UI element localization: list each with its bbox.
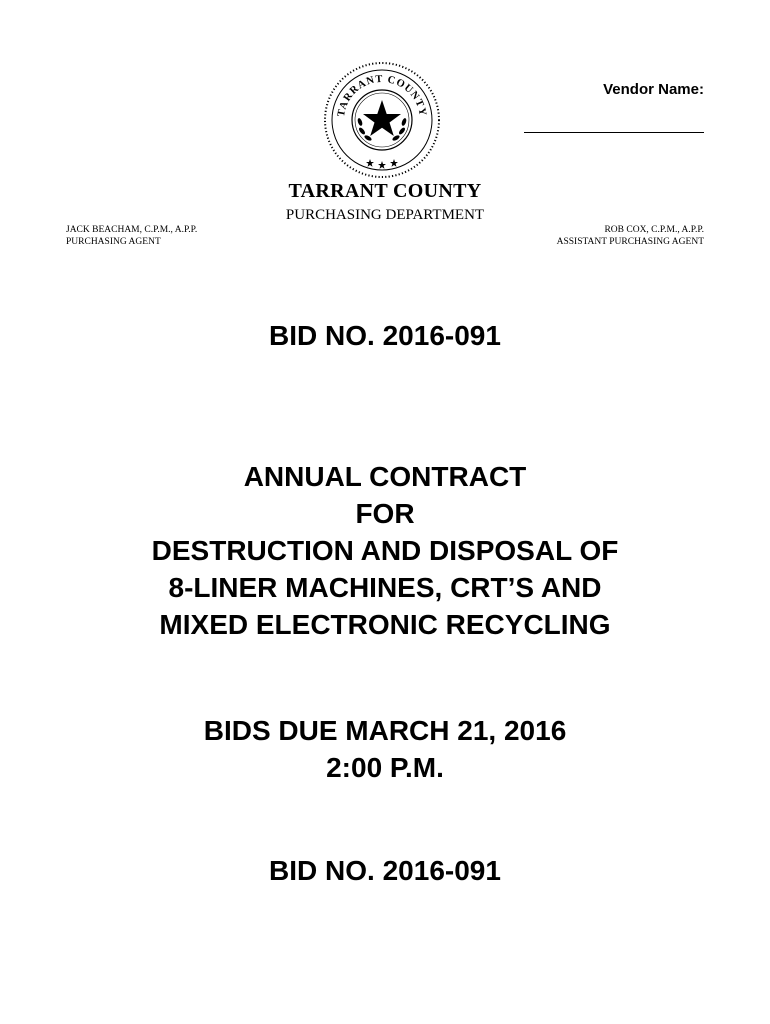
vendor-name-label: Vendor Name: <box>603 81 704 98</box>
contract-title-line: DESTRUCTION AND DISPOSAL OF <box>151 535 619 566</box>
county-name: TARRANT COUNTY <box>288 180 482 202</box>
contract-title-line: ANNUAL CONTRACT <box>243 461 527 492</box>
assistant-agent-name: ROB COX, C.P.M., A.P.P. <box>604 225 704 235</box>
contract-title-line: MIXED ELECTRONIC RECYCLING <box>159 609 611 640</box>
purchasing-agent-block <box>66 224 197 248</box>
contract-title-line: FOR <box>355 498 415 529</box>
bids-due-date: BIDS DUE MARCH 21, 2016 <box>203 715 567 746</box>
county-seal-icon <box>322 60 442 180</box>
department-name: PURCHASING DEPARTMENT <box>285 207 485 223</box>
contract-title <box>0 458 770 643</box>
bid-number-top: BID NO. 2016-091 <box>269 320 501 351</box>
contract-title-line: 8-LINER MACHINES, CRT’S AND <box>168 572 602 603</box>
purchasing-agent-name: JACK BEACHAM, C.P.M., A.P.P. <box>66 225 198 235</box>
assistant-agent-block <box>557 224 704 248</box>
purchasing-agent-title: PURCHASING AGENT <box>66 237 161 247</box>
bids-due <box>0 712 770 786</box>
seal-ring-text: TARRANT COUNTY <box>336 73 428 118</box>
bids-due-time: 2:00 P.M. <box>326 752 444 783</box>
bid-number-bottom: BID NO. 2016-091 <box>269 855 501 886</box>
assistant-agent-title: ASSISTANT PURCHASING AGENT <box>556 237 704 247</box>
vendor-name-line <box>524 132 704 133</box>
